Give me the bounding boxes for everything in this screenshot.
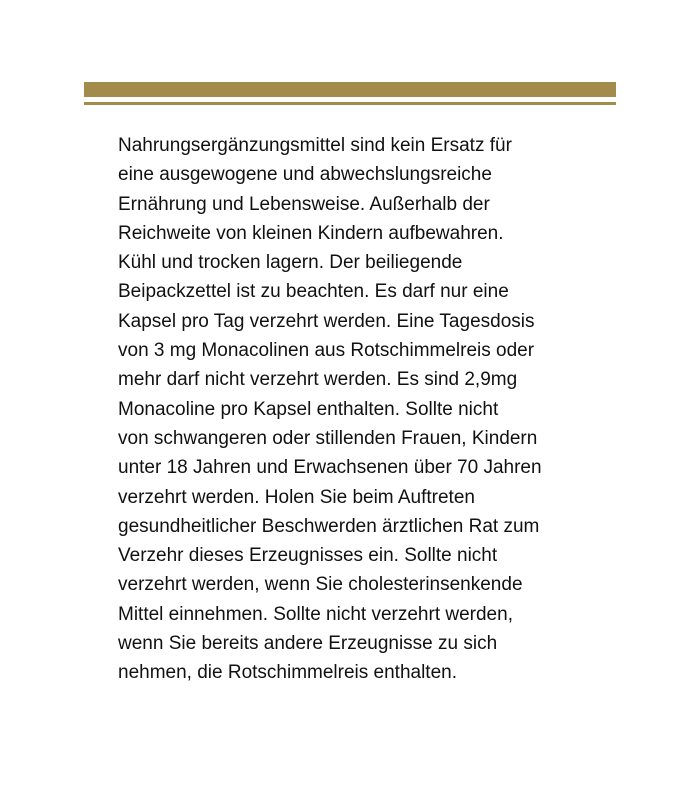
warning-text-paragraph: Nahrungsergänzungsmittel sind kein Ersatz für eine ausgewogene und abwechslungsreiche Ernährung und Lebensweise. Außerhalb der Reichweite von kleinen Kindern aufbewahren. Kühl und trocken lagern. Der beiliegende Beipackzettel ist zu beachten. Es darf nur eine Kapsel pro Tag verzehrt werden. Eine Tagesdosis von 3 mg Monacolinen aus Rotschimmelreis oder mehr darf nicht verzehrt werden. Es sind 2,9mg Monacoline pro Kapsel enthalten. Sollte nicht von schwangeren oder stillenden Frauen, Kindern unter 18 Jahren und Erwachsenen über 70 Jahren verzehrt werden. Holen Sie beim Auftreten gesundheitlicher Beschwerden ärztlichen Rat zum Verzehr dieses Erzeugnisses ein. Sollte nicht verzehrt werden, wenn Sie cholesterinsenkende Mittel einnehmen. Sollte nicht verzehrt werden, wenn Sie bereits andere Erzeugnisse zu sich nehmen, die Rotschimmelreis enthalten.	[118, 135, 542, 684]
header-divider-thick-bar	[84, 82, 616, 97]
header-divider-thin-line	[84, 102, 616, 105]
header-divider	[84, 82, 616, 106]
